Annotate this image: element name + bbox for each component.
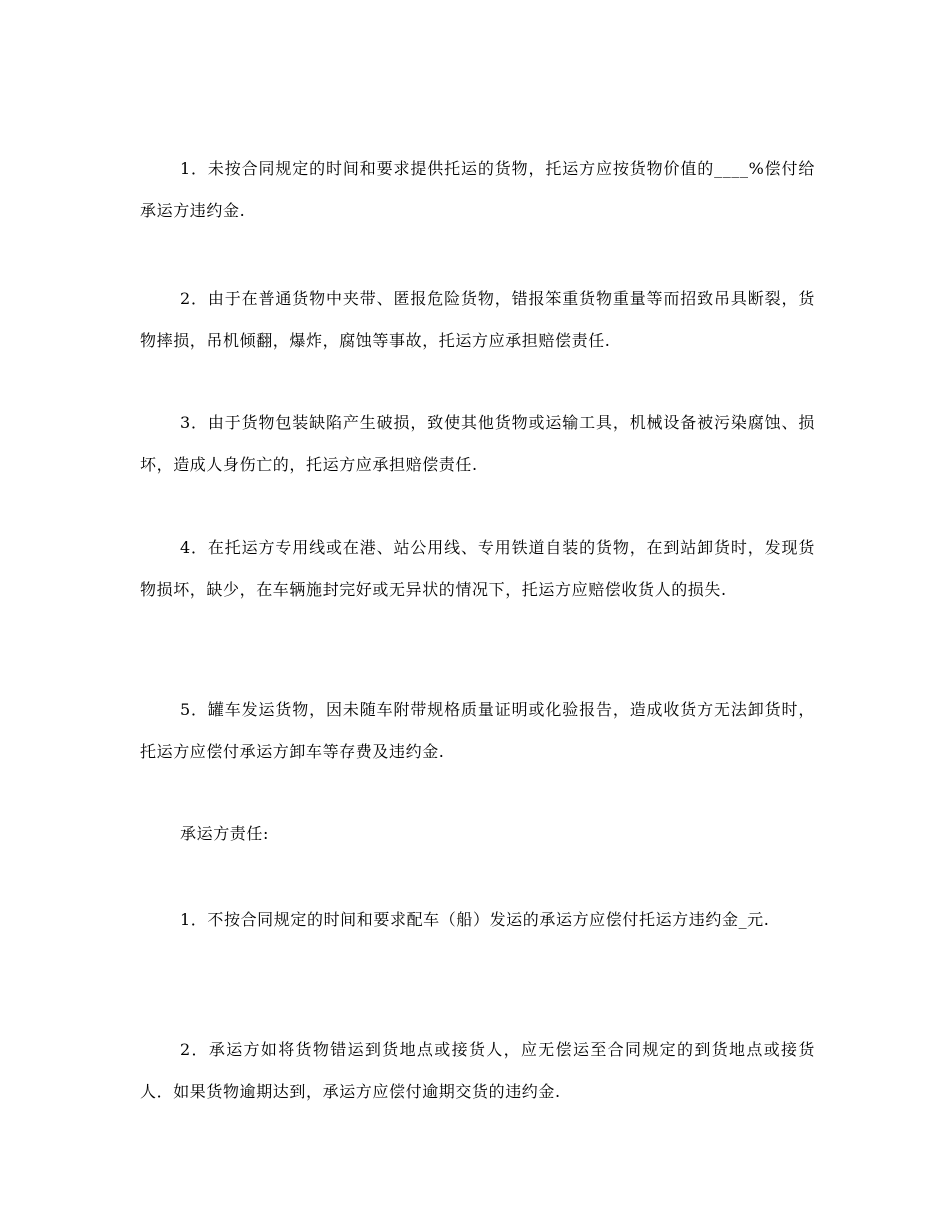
- shipper-clause-3: 3．由于货物包装缺陷产生破损，致使其他货物或运输工具，机械设备被污染腐蚀、损坏，造成人身伤亡的，托运方应承担赔偿责任.: [140, 413, 815, 474]
- carrier-clause-1: 1．不按合同规定的时间和要求配车（船）发运的承运方应偿付托运方违约金_元.: [180, 910, 770, 929]
- carrier-responsibility-heading: 承运方责任:: [180, 824, 269, 843]
- shipper-clause-1: 1．未按合同规定的时间和要求提供托运的货物，托运方应按货物价值的____%偿付给承运方违约金.: [140, 159, 815, 220]
- shipper-clause-2: 2．由于在普通货物中夹带、匿报危险货物，错报笨重货物重量等而招致吊具断裂，货物摔损，吊机倾翻，爆炸，腐蚀等事故，托运方应承担赔偿责任.: [140, 289, 815, 350]
- shipper-clause-5: 5．罐车发运货物，因未随车附带规格质量证明或化验报告，造成收货方无法卸货时，托运方应偿付承运方卸车等存费及违约金.: [140, 700, 815, 761]
- shipper-clause-4: 4．在托运方专用线或在港、站公用线、专用铁道自装的货物，在到站卸货时，发现货物损坏，缺少，在车辆施封完好或无异状的情况下，托运方应赔偿收货人的损失.: [140, 538, 815, 599]
- carrier-clause-2: 2．承运方如将货物错运到货地点或接货人，应无偿运至合同规定的到货地点或接货人．如果货物逾期达到，承运方应偿付逾期交货的违约金.: [140, 1040, 815, 1101]
